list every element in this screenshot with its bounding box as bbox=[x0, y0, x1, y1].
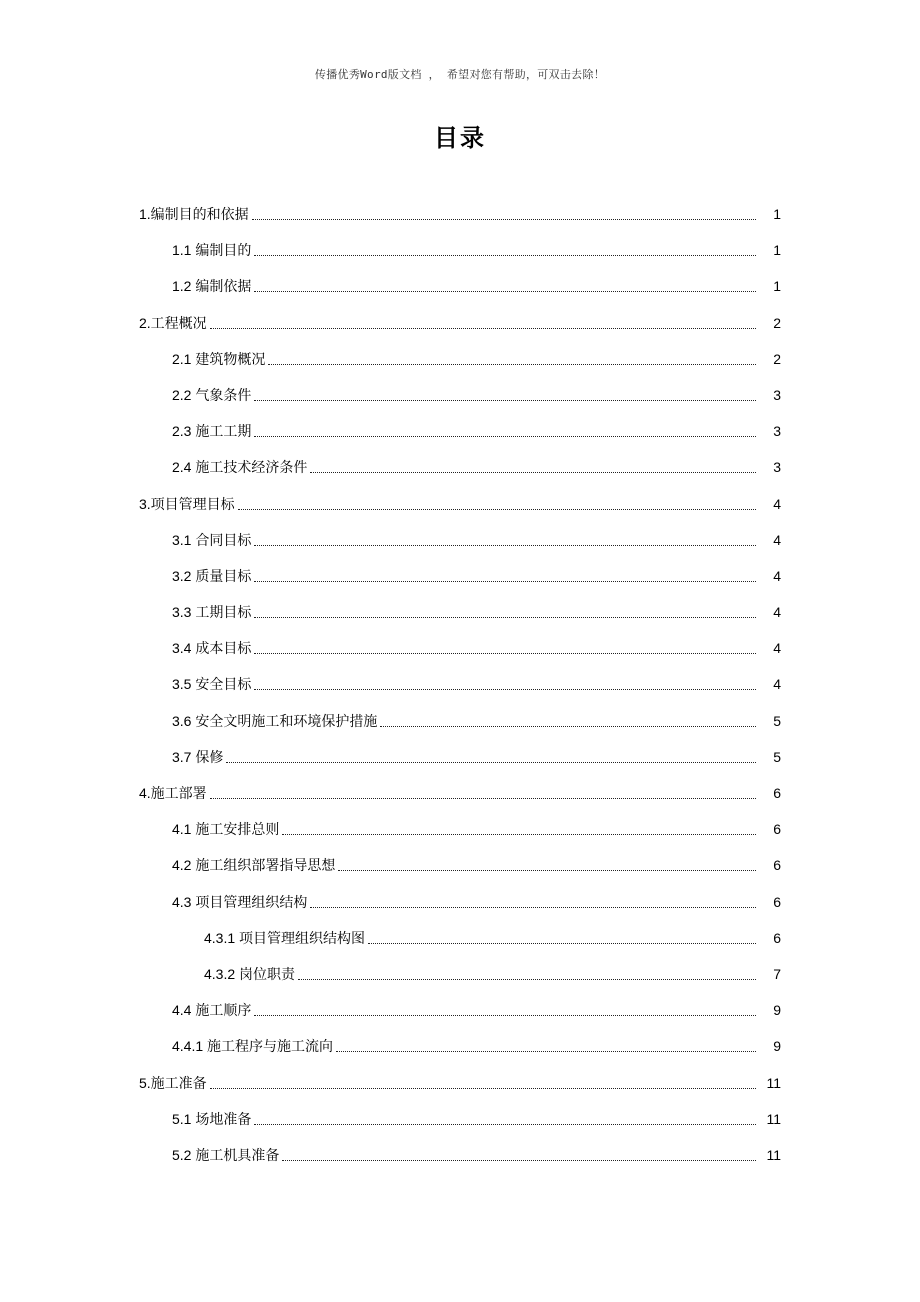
toc-entry-page-number: 6 bbox=[773, 929, 781, 946]
toc-entry[interactable] bbox=[0, 745, 920, 781]
toc-entry[interactable] bbox=[0, 528, 920, 564]
toc-title: 目录 bbox=[434, 124, 486, 152]
toc-entry-page-number: 1 bbox=[773, 278, 781, 295]
toc-entry-page-number: 7 bbox=[773, 965, 781, 982]
toc-entry[interactable] bbox=[0, 709, 920, 745]
toc-entry-page-number: 9 bbox=[773, 1002, 781, 1019]
toc-entry-label: 4.3 项目管理组织结构 bbox=[172, 893, 308, 910]
toc-entry-label: 5.施工准备 bbox=[139, 1074, 207, 1091]
toc-dot-leader bbox=[310, 890, 756, 908]
header-note: 传播优秀Word版文档 ， 希望对您有帮助，可双击去除！ bbox=[314, 68, 606, 81]
toc-entry-label: 4.4 施工顺序 bbox=[172, 1002, 252, 1019]
toc-entry[interactable] bbox=[0, 1107, 920, 1143]
toc-entry-label: 3.4 成本目标 bbox=[172, 640, 252, 657]
toc-entry[interactable] bbox=[0, 383, 920, 419]
toc-list bbox=[0, 202, 920, 1179]
toc-dot-leader bbox=[368, 926, 756, 944]
toc-entry[interactable] bbox=[0, 817, 920, 853]
toc-entry-page-number: 4 bbox=[773, 604, 781, 621]
toc-entry-page-number: 1 bbox=[773, 242, 781, 259]
toc-dot-leader bbox=[254, 636, 756, 654]
toc-entry-label: 2.1 建筑物概况 bbox=[172, 350, 266, 367]
toc-entry[interactable] bbox=[0, 238, 920, 274]
toc-entry-page-number: 5 bbox=[773, 712, 781, 729]
toc-entry-page-number: 6 bbox=[773, 785, 781, 801]
toc-dot-leader bbox=[254, 419, 756, 437]
toc-entry-label: 3.项目管理目标 bbox=[139, 495, 235, 512]
toc-entry[interactable] bbox=[0, 600, 920, 636]
toc-dot-leader bbox=[254, 528, 756, 546]
toc-entry-page-number: 11 bbox=[766, 1074, 781, 1091]
toc-entry-label: 4.2 施工组织部署指导思想 bbox=[172, 857, 336, 874]
toc-entry-label: 4.施工部署 bbox=[139, 785, 207, 801]
toc-dot-leader bbox=[282, 1143, 756, 1161]
toc-entry-label: 2.3 施工工期 bbox=[172, 423, 252, 440]
toc-entry-page-number: 2 bbox=[773, 314, 781, 331]
toc-entry-page-number: 4 bbox=[773, 567, 781, 584]
toc-entry-label: 3.1 合同目标 bbox=[172, 531, 252, 548]
toc-dot-leader bbox=[252, 202, 756, 220]
toc-dot-leader bbox=[254, 564, 756, 582]
toc-entry-label: 1.1 编制目的 bbox=[172, 242, 252, 259]
toc-entry[interactable] bbox=[0, 311, 920, 347]
toc-entry-page-number: 6 bbox=[773, 857, 781, 874]
toc-entry-page-number: 2 bbox=[773, 350, 781, 367]
toc-entry-label: 4.4.1 施工程序与施工流向 bbox=[172, 1038, 334, 1055]
toc-dot-leader bbox=[210, 781, 756, 799]
toc-entry-page-number: 1 bbox=[773, 206, 781, 222]
toc-dot-leader bbox=[254, 383, 756, 401]
toc-entry-page-number: 4 bbox=[773, 495, 781, 512]
toc-entry-label: 4.3.1 项目管理组织结构图 bbox=[204, 929, 366, 946]
toc-dot-leader bbox=[254, 238, 756, 256]
toc-dot-leader bbox=[338, 853, 756, 871]
toc-dot-leader bbox=[254, 600, 756, 618]
toc-entry[interactable] bbox=[0, 1143, 920, 1179]
toc-dot-leader bbox=[282, 817, 756, 835]
toc-dot-leader bbox=[380, 709, 756, 727]
toc-entry-label: 3.5 安全目标 bbox=[172, 676, 252, 693]
toc-entry-label: 2.4 施工技术经济条件 bbox=[172, 459, 308, 476]
toc-entry-label: 3.6 安全文明施工和环境保护措施 bbox=[172, 712, 378, 729]
toc-entry[interactable] bbox=[0, 564, 920, 600]
toc-entry[interactable] bbox=[0, 419, 920, 455]
toc-dot-leader bbox=[210, 311, 756, 329]
toc-entry-page-number: 6 bbox=[773, 893, 781, 910]
toc-entry[interactable] bbox=[0, 962, 920, 998]
toc-entry[interactable] bbox=[0, 1034, 920, 1070]
toc-entry-label: 4.1 施工安排总则 bbox=[172, 821, 280, 838]
toc-entry-label: 3.2 质量目标 bbox=[172, 567, 252, 584]
toc-dot-leader bbox=[254, 998, 756, 1016]
toc-entry[interactable] bbox=[0, 926, 920, 962]
toc-entry[interactable] bbox=[0, 202, 920, 238]
toc-entry[interactable] bbox=[0, 636, 920, 672]
toc-entry-page-number: 3 bbox=[773, 386, 781, 403]
toc-entry-label: 5.2 施工机具准备 bbox=[172, 1146, 280, 1163]
toc-entry[interactable] bbox=[0, 455, 920, 491]
toc-dot-leader bbox=[310, 455, 756, 473]
toc-dot-leader bbox=[336, 1034, 756, 1052]
toc-dot-leader bbox=[226, 745, 756, 763]
toc-entry-page-number: 3 bbox=[773, 423, 781, 440]
toc-dot-leader bbox=[238, 492, 756, 510]
toc-entry-page-number: 4 bbox=[773, 676, 781, 693]
toc-dot-leader bbox=[298, 962, 756, 980]
toc-entry-page-number: 3 bbox=[773, 459, 781, 476]
toc-entry-page-number: 5 bbox=[773, 748, 781, 765]
toc-entry[interactable] bbox=[0, 274, 920, 310]
toc-entry-label: 3.3 工期目标 bbox=[172, 604, 252, 621]
toc-dot-leader bbox=[254, 1107, 756, 1125]
toc-entry-label: 2.2 气象条件 bbox=[172, 386, 252, 403]
toc-entry-page-number: 11 bbox=[766, 1146, 781, 1163]
toc-entry-page-number: 6 bbox=[773, 821, 781, 838]
toc-entry[interactable] bbox=[0, 890, 920, 926]
toc-entry-label: 1.2 编制依据 bbox=[172, 278, 252, 295]
toc-entry[interactable] bbox=[0, 853, 920, 889]
toc-entry-page-number: 11 bbox=[766, 1110, 781, 1127]
toc-entry[interactable] bbox=[0, 492, 920, 528]
toc-entry[interactable] bbox=[0, 781, 920, 817]
toc-dot-leader bbox=[210, 1071, 756, 1089]
toc-entry-page-number: 4 bbox=[773, 640, 781, 657]
toc-entry[interactable] bbox=[0, 998, 920, 1034]
toc-entry-page-number: 4 bbox=[773, 531, 781, 548]
toc-dot-leader bbox=[268, 347, 756, 365]
toc-entry[interactable] bbox=[0, 1071, 920, 1107]
toc-entry-page-number: 9 bbox=[773, 1038, 781, 1055]
toc-dot-leader bbox=[254, 274, 756, 292]
toc-entry-label: 1.编制目的和依据 bbox=[139, 206, 249, 222]
toc-entry[interactable] bbox=[0, 347, 920, 383]
toc-entry[interactable] bbox=[0, 672, 920, 708]
toc-entry-label: 5.1 场地准备 bbox=[172, 1110, 252, 1127]
toc-entry-label: 3.7 保修 bbox=[172, 748, 224, 765]
toc-dot-leader bbox=[254, 672, 756, 690]
toc-entry-label: 4.3.2 岗位职责 bbox=[204, 965, 296, 982]
toc-entry-label: 2.工程概况 bbox=[139, 314, 207, 331]
